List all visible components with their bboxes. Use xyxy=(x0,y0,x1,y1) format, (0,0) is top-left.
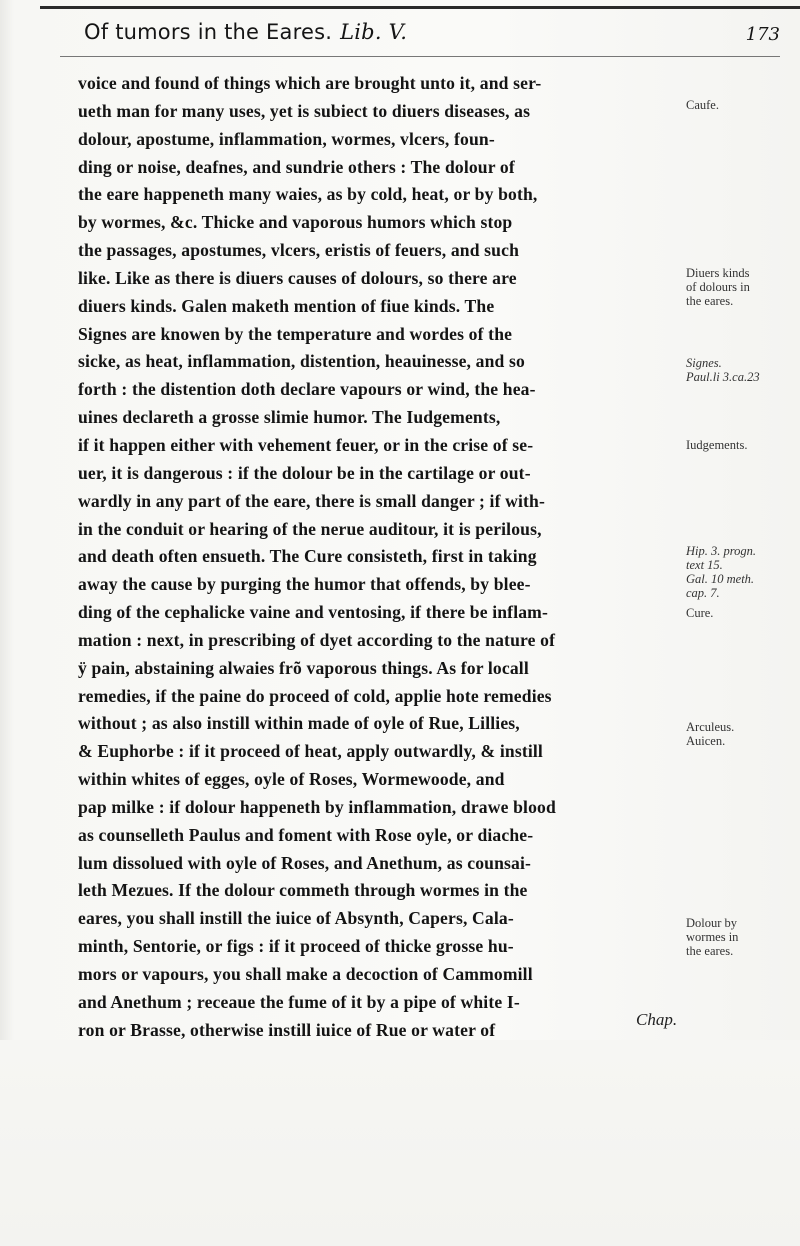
margin-note-line: Caufe. xyxy=(686,98,719,112)
margin-note xyxy=(686,266,750,308)
text-line: diuers kinds. Galen maketh mention of fiue kinds. The xyxy=(78,295,495,316)
text-line: eares, you shall instill the iuice of Absynth, Capers, Cala- xyxy=(78,908,514,929)
text-line: uines declareth a grosse slimie humor. The Iudgements, xyxy=(78,407,501,428)
text-line: lum dissolued with oyle of Roses, and Anethum, as counsai- xyxy=(78,852,532,873)
margin-note xyxy=(686,720,734,748)
margin-note-line: Gal. 10 meth. xyxy=(686,572,755,586)
margin-note xyxy=(686,916,738,958)
margin-note xyxy=(686,438,747,452)
text-line: the passages, apostumes, vlcers, eristis of feuers, and such xyxy=(78,240,520,261)
text-line: Signes are knowen by the temperature and wordes of the xyxy=(78,323,513,344)
text-line: & Euphorbe : if it proceed of heat, apply outwardly, & instill xyxy=(78,741,543,762)
margin-note-line: the eares. xyxy=(686,944,734,958)
body-text xyxy=(78,70,678,1072)
margin-note-line: Hip. 3. progn. xyxy=(686,544,757,558)
book-number: Lib. V. xyxy=(340,20,408,44)
text-line: away the cause by purging the humor that offends, by blee- xyxy=(78,574,531,595)
margin-note xyxy=(686,356,760,384)
chapter-title: Of tumors in the Eares. xyxy=(84,20,333,44)
text-line: dolour, apostume, inflammation, wormes, vlcers, foun- xyxy=(78,128,495,149)
margin-note-line: cap. 7. xyxy=(686,586,720,600)
text-line: pap milke : if dolour happeneth by inflammation, drawe blood xyxy=(78,796,556,817)
margin-note-line: Auicen. xyxy=(686,734,726,748)
text-line: the eare happeneth many waies, as by cold, heat, or by both, xyxy=(78,184,538,205)
text-line: by wormes, &c. Thicke and vaporous humors which stop xyxy=(78,212,513,233)
page-bottom-margin xyxy=(0,1040,800,1246)
top-border-rule xyxy=(40,6,800,9)
text-line: forth : the distention doth declare vapours or wind, the hea- xyxy=(78,379,536,400)
catchword: Chap. xyxy=(636,1010,678,1029)
text-line: leth Mezues. If the dolour commeth through wormes in the xyxy=(78,880,528,901)
running-head-title xyxy=(84,20,407,44)
margin-note-line: Paul.li 3.ca.23 xyxy=(686,370,760,384)
margin-note-line: the eares. xyxy=(686,294,734,308)
text-line: ding of the cephalicke vaine and ventosing, if there be inflam- xyxy=(78,602,548,623)
margin-note-line: text 15. xyxy=(686,558,723,572)
margin-note-line: wormes in xyxy=(686,930,739,944)
text-line: remedies, if the paine do proceed of cold, applie hote remedies xyxy=(78,685,552,706)
text-line: ueth man for many uses, yet is subiect to diuers diseases, as xyxy=(78,100,531,121)
margin-note-line: Arculeus. xyxy=(686,720,735,734)
margin-note-line: Dolour by xyxy=(686,916,738,930)
margin-note xyxy=(686,98,719,112)
margin-note-line: Signes. xyxy=(686,356,722,370)
text-line: ron or Brasse, otherwise instill iuice of Rue or water of xyxy=(78,1019,496,1040)
margin-note-line: Cure. xyxy=(686,606,714,620)
text-line: uer, it is dangerous : if the dolour be in the cartilage or out- xyxy=(78,462,531,483)
running-head xyxy=(60,20,780,60)
margin-note xyxy=(686,544,756,600)
text-line: and death often ensueth. The Cure consisteth, first in taking xyxy=(78,546,537,567)
text-line: in the conduit or hearing of the nerue auditour, it is perilous, xyxy=(78,518,542,539)
text-line: within whites of egges, oyle of Roses, Wormewoode, and xyxy=(78,769,505,790)
margin-note-line: of dolours in xyxy=(686,280,750,294)
text-line: ding or noise, deafnes, and sundrie others : The dolour of xyxy=(78,156,515,177)
text-line: ÿ pain, abstaining alwaies frõ vaporous things. As for locall xyxy=(78,657,529,678)
text-line: minth, Sentorie, or figs : if it proceed of thicke grosse hu- xyxy=(78,936,514,957)
text-line: voice and found of things which are brought unto it, and ser- xyxy=(78,73,542,93)
page-number: 173 xyxy=(745,24,780,45)
margin-note-line: Diuers kinds xyxy=(686,266,750,280)
text-line: as counselleth Paulus and foment with Rose oyle, or diache- xyxy=(78,824,534,845)
text-line: wardly in any part of the eare, there is small danger ; if with- xyxy=(78,490,546,511)
text-line: and Anethum ; receaue the fume of it by a pipe of white I- xyxy=(78,991,520,1012)
text-line: without ; as also instill within made of oyle of Rue, Lillies, xyxy=(78,713,520,734)
text-line: mation : next, in prescribing of dyet according to the nature of xyxy=(78,629,556,650)
text-line: mors or vapours, you shall make a decoction of Cammomill xyxy=(78,964,533,984)
text-line: sicke, as heat, inflammation, distention, heauinesse, and so xyxy=(78,351,525,372)
text-line: if it happen either with vehement feuer, or in the crise of se- xyxy=(78,434,534,455)
text-line: like. Like as there is diuers causes of dolours, so there are xyxy=(78,267,517,288)
margin-note-line: Iudgements. xyxy=(686,438,748,452)
margin-note xyxy=(686,606,713,620)
header-rule xyxy=(60,56,780,57)
